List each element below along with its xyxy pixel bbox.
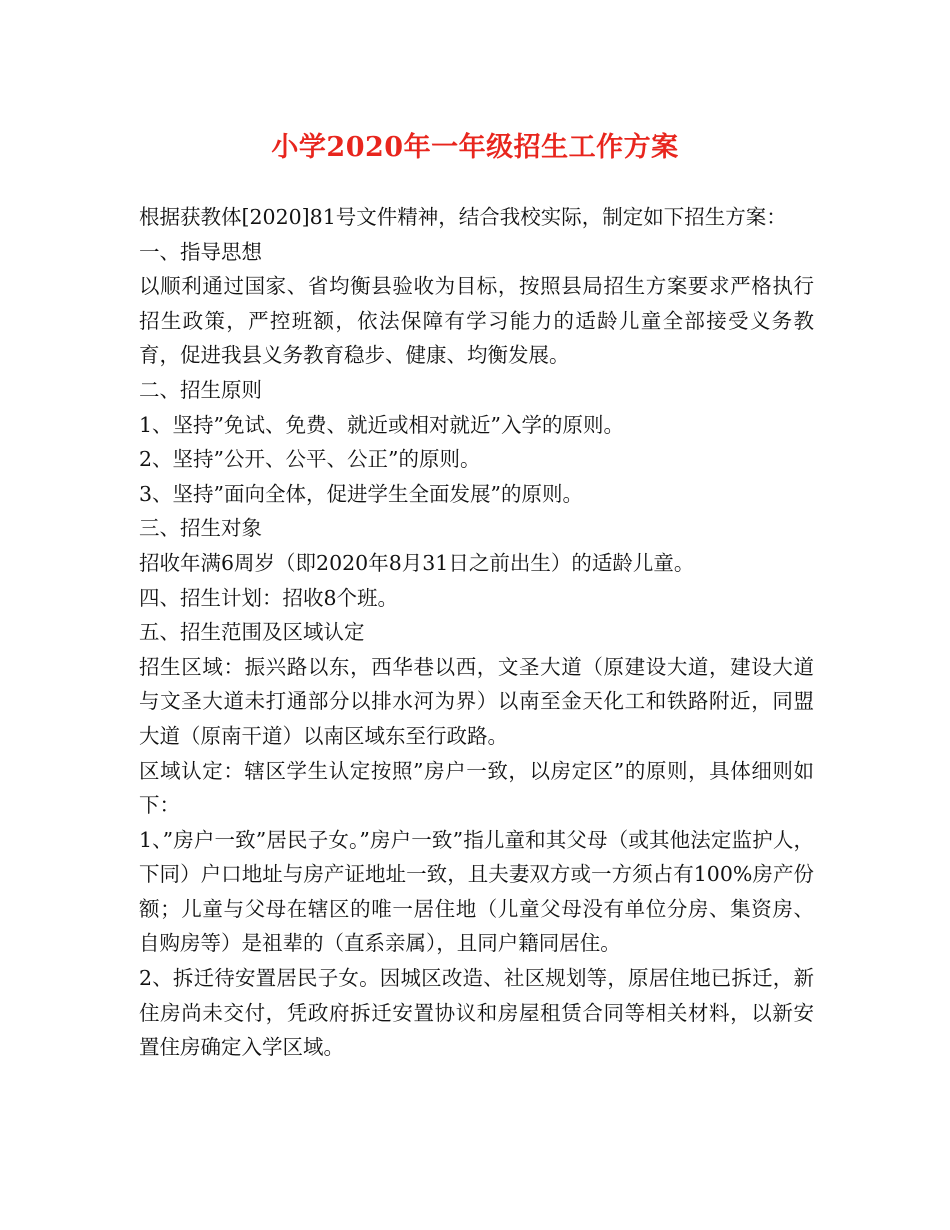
document-title: 小学2020年一年级招生工作方案	[271, 132, 679, 163]
paragraph-enrollment-target: 招收年满6周岁（即2020年8月31日之前出生）的适龄儿童。	[139, 550, 695, 575]
paragraph-guiding-ideology: 以顺利通过国家、省均衡县验收为目标，按照县局招生方案要求严格执行招生政策，严控班额，依法保障有学习能力的适龄儿童全部接受义务教育，促进我县义务教育稳步、健康、均衡发展。	[139, 274, 814, 368]
heading-enrollment-target: 三、招生对象	[139, 516, 262, 541]
heading-guiding-ideology: 一、指导思想	[139, 239, 262, 264]
rule-item: 1、”房户一致”居民子女。”房户一致”指儿童和其父母（或其他法定监护人，下同）户口地址与房产证地址一致，且夫妻双方或一方须占有100%房产份额；儿童与父母在辖区的唯一居住地（儿童父母没有单位分房、集资房、自购房等）是祖辈的（直系亲属），且同户籍同居住。	[139, 827, 814, 956]
principle-item: 3、坚持”面向全体，促进学生全面发展”的原则。	[139, 481, 584, 506]
paragraph-area-determination: 区域认定：辖区学生认定按照”房户一致，以房定区”的原则，具体细则如下：	[139, 758, 814, 818]
rule-item: 2、拆迁待安置居民子女。因城区改造、社区规划等，原居住地已拆迁，新住房尚未交付，凭政府拆迁安置协议和房屋租赁合同等相关材料，以新安置住房确定入学区域。	[139, 966, 814, 1060]
paragraph-enrollment-area: 招生区域：振兴路以东，西华巷以西，文圣大道（原建设大道，建设大道与文圣大道未打通部分以排水河为界）以南至金天化工和铁路附近，同盟大道（原南干道）以南区域东至行政路。	[139, 654, 814, 748]
heading-enrollment-plan: 四、招生计划：招收8个班。	[139, 585, 399, 610]
document-body	[139, 200, 814, 1065]
principle-item: 1、坚持”免试、免费、就近或相对就近”入学的原则。	[139, 412, 625, 437]
principle-item: 2、坚持”公开、公平、公正”的原则。	[139, 447, 481, 472]
heading-enrollment-principles: 二、招生原则	[139, 377, 262, 402]
paragraph-intro: 根据获教体[2020]81号文件精神，结合我校实际，制定如下招生方案：	[139, 205, 787, 229]
heading-enrollment-area: 五、招生范围及区域认定	[139, 620, 365, 645]
